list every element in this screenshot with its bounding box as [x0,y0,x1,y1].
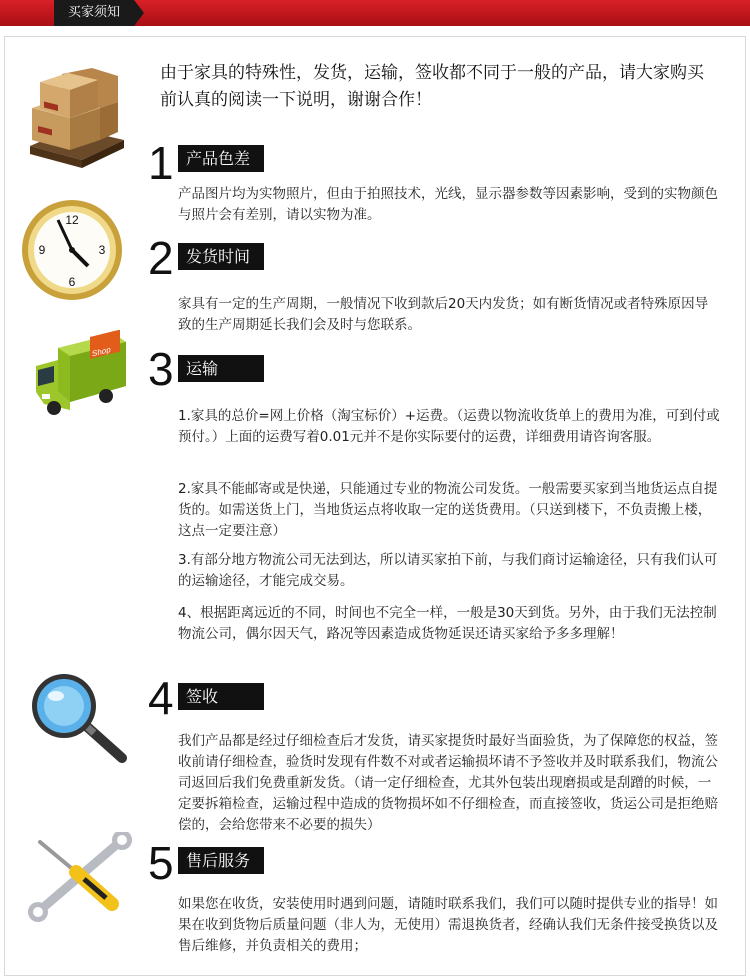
header-bar [0,0,750,26]
wrench-screwdriver-icon [26,832,136,926]
svg-text:3: 3 [98,243,106,257]
delivery-truck-icon [30,330,130,420]
header-tab: 买家须知 [54,0,134,26]
section-title: 售后服务 [178,847,264,874]
section-number: 5 [148,837,174,889]
section-paragraph: 家具有一定的生产周期，一般情况下收到款后20天内发货；如有断货情况或者特殊原因导致的生产周期延长我们会及时与您联系。 [178,296,709,333]
section-paragraph: 我们产品都是经过仔细检查后才发货，请买家提货时最好当面验货，为了保障您的权益，签收前请仔细检查，验货时发现有件数不对或者运输损坏请不予签收并及时联系我们，物流公司返回后我们免费重新发货。（请一定仔细检查，尤其外包装出现磨损或是刮蹭的时候，一定要拆箱检查，运输过程中造成的货物损坏如不仔细检查，而直接签收，货运公司是拒绝赔偿的，会给您带来不必要的损失） [178,733,718,833]
intro-text: 由于家具的特殊性，发货，运输，签收都不同于一般的产品，请大家购买前认真的阅读一下说明，谢谢合作！ [160,63,704,110]
section-paragraph: 4、根据距离远近的不同，时间也不完全一样，一般是30天到货。另外，由于我们无法控制物流公司，偶尔因天气，路况等因素造成货物延误还请买家给予多多理解！ [178,605,717,642]
clock-icon [20,198,124,302]
section-title: 运输 [178,355,264,382]
section-number: 4 [148,672,174,724]
section-paragraph: 如果您在收货，安装使用时遇到问题，请随时联系我们，我们可以随时提供专业的指导！如果在收到货物后质量问题（非人为，无使用）需退换货者，经确认我们无条件接受换货以及售后维修，并负责相关的费用； [178,896,718,954]
boxes-on-pallet-icon [22,68,132,168]
section-title: 签收 [178,683,264,710]
section-paragraph: 1.家具的总价=网上价格（淘宝标价）+运费。（运费以物流收货单上的费用为准，可到付或预付。）上面的运费写着0.01元并不是你实际要付的运费，详细费用请咨询客服。 [178,408,720,445]
section-title: 产品色差 [178,145,264,172]
section-number: 1 [148,137,174,189]
svg-text:9: 9 [38,243,46,257]
section-paragraph: 3.有部分地方物流公司无法到达，所以请买家拍下前，与我们商讨运输途径，只有我们认可的运输途径，才能完成交易。 [178,552,718,589]
section-title: 发货时间 [178,243,264,270]
magnifier-icon [24,670,134,766]
section-number: 3 [148,343,174,395]
truck-logo-text: Shop [92,344,111,359]
section-number: 2 [148,232,174,284]
section-paragraph: 产品图片均为实物照片，但由于拍照技术，光线，显示器参数等因素影响，受到的实物颜色与照片会有差别，请以实物为准。 [178,186,718,223]
svg-text:12: 12 [65,213,79,227]
section-paragraph: 2.家具不能邮寄或是快递，只能通过专业的物流公司发货。一般需要买家到当地货运点自提货的。如需送货上门，当地货运点将收取一定的送货费用。（只送到楼下，不负责搬上楼，这点一定要注意） [178,481,718,539]
svg-text:6: 6 [68,275,76,289]
